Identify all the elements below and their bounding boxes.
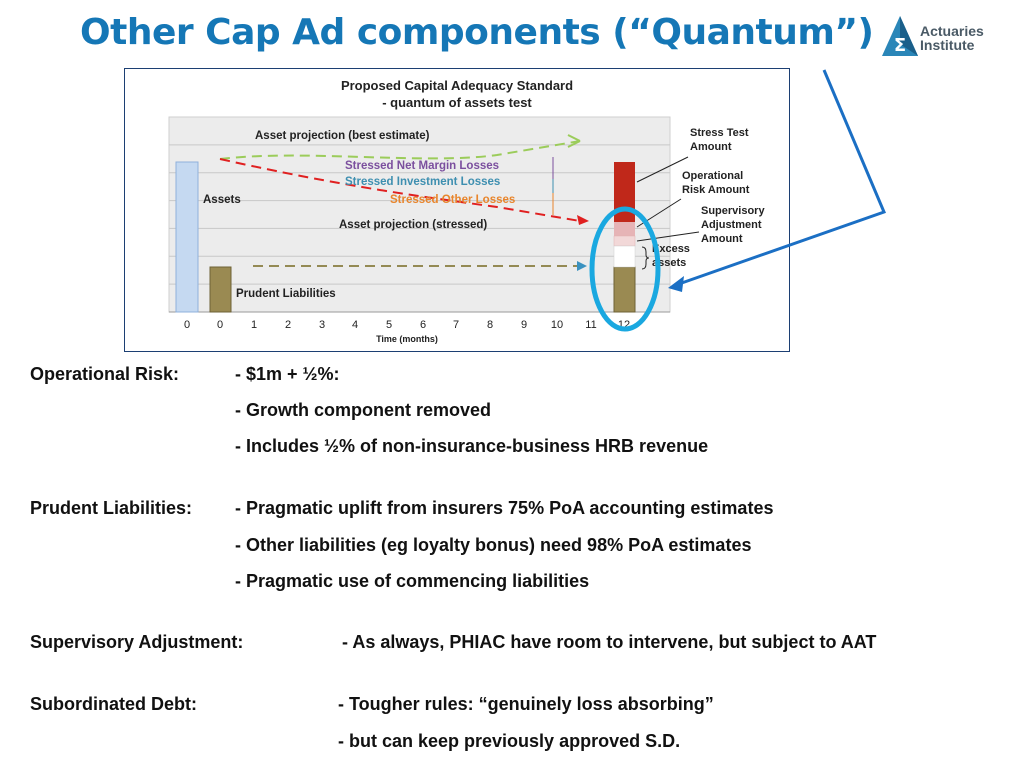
label-asset-projection-best: Asset projection (best estimate)	[255, 130, 430, 142]
section-label-prudent: Prudent Liabilities:	[30, 498, 193, 518]
section-label-op-risk: Operational Risk:	[30, 364, 180, 384]
annotation-stress-test: Stress Test	[690, 127, 749, 139]
x-tick-label: 9	[520, 319, 528, 331]
prudent-item-3: - Pragmatic use of commencing liabilities	[235, 571, 590, 591]
op-risk-item-2: - Growth component removed	[235, 400, 492, 420]
bar-prudent-liabilities-start	[210, 267, 231, 312]
annotation-supervisory-adjustment: Adjustment	[701, 219, 762, 231]
plot-area	[169, 117, 670, 312]
subdebt-item-1: - Tougher rules: “genuinely loss absorbing”	[338, 694, 714, 714]
svg-text:Σ: Σ	[893, 35, 907, 56]
x-tick-label: 11	[585, 319, 597, 331]
bar-operational-risk-amount	[614, 222, 635, 236]
chart-title-line-2: - quantum of assets test	[382, 95, 532, 110]
x-tick-label: 7	[452, 319, 460, 331]
x-tick-label: 4	[351, 319, 359, 331]
x-tick-label: 0	[183, 319, 191, 331]
annotation-supervisory-adjustment: Amount	[701, 233, 743, 245]
prudent-item-1: - Pragmatic uplift from insurers 75% PoA accounting estimates	[235, 498, 774, 518]
logo-line-1: Actuaries	[920, 23, 984, 39]
chart-frame	[124, 68, 790, 352]
x-tick-label: 8	[486, 319, 494, 331]
x-tick-label: 3	[318, 319, 326, 331]
bar-stress-test-amount	[614, 162, 635, 222]
x-tick-label: 5	[385, 319, 393, 331]
annotation-operational-risk: Risk Amount	[682, 184, 750, 196]
supervisory-item-1: - As always, PHIAC have room to intervene, but subject to AAT	[342, 632, 877, 652]
label-stressed-net-margin: Stressed Net Margin Losses	[345, 160, 500, 172]
label-prudent-liabilities: Prudent Liabilities	[236, 288, 336, 300]
section-label-supervisory: Supervisory Adjustment:	[30, 632, 244, 652]
op-risk-item-1: - $1m + ½%:	[235, 364, 340, 384]
x-axis-label: Time (months)	[376, 334, 438, 344]
actuaries-institute-logo	[880, 14, 1000, 60]
subdebt-item-2: - but can keep previously approved S.D.	[338, 731, 681, 751]
x-tick-label: 6	[419, 319, 427, 331]
bar-assets	[176, 162, 198, 312]
annotation-operational-risk: Operational	[682, 170, 744, 182]
section-label-subdebt: Subordinated Debt:	[30, 694, 197, 714]
op-risk-item-3: - Includes ½% of non-insurance-business HRB revenue	[235, 436, 709, 456]
x-tick-label: 10	[550, 319, 564, 331]
x-tick-label: 0	[216, 319, 224, 331]
bar-excess-assets	[614, 246, 635, 267]
chart-title-line-1: Proposed Capital Adequacy Standard	[340, 78, 574, 93]
annotation-supervisory-adjustment: Supervisory	[701, 205, 765, 217]
bar-supervisory-adjustment-amount	[614, 236, 635, 246]
label-stressed-investment: Stressed Investment Losses	[345, 176, 501, 188]
logo-line-2: Institute	[920, 37, 975, 53]
x-tick-label: 1	[250, 319, 258, 331]
label-assets: Assets	[203, 194, 241, 206]
sigma-triangle-icon	[880, 14, 920, 60]
x-tick-label: 12	[617, 319, 631, 331]
slide-title: Other Cap Ad components (“Quantum”)	[80, 12, 874, 53]
prudent-item-2: - Other liabilities (eg loyalty bonus) need 98% PoA estimates	[235, 535, 752, 555]
annotation-stress-test: Amount	[690, 141, 732, 153]
annotation-excess-assets: assets	[652, 257, 687, 269]
label-asset-projection-stressed: Asset projection (stressed)	[339, 219, 488, 231]
bar-prudent-liabilities-end	[614, 267, 635, 312]
x-tick-label: 2	[284, 319, 292, 331]
capital-adequacy-chart	[125, 69, 789, 351]
annotation-excess-assets: Excess	[652, 243, 690, 255]
label-stressed-other: Stressed Other Losses	[390, 194, 516, 206]
